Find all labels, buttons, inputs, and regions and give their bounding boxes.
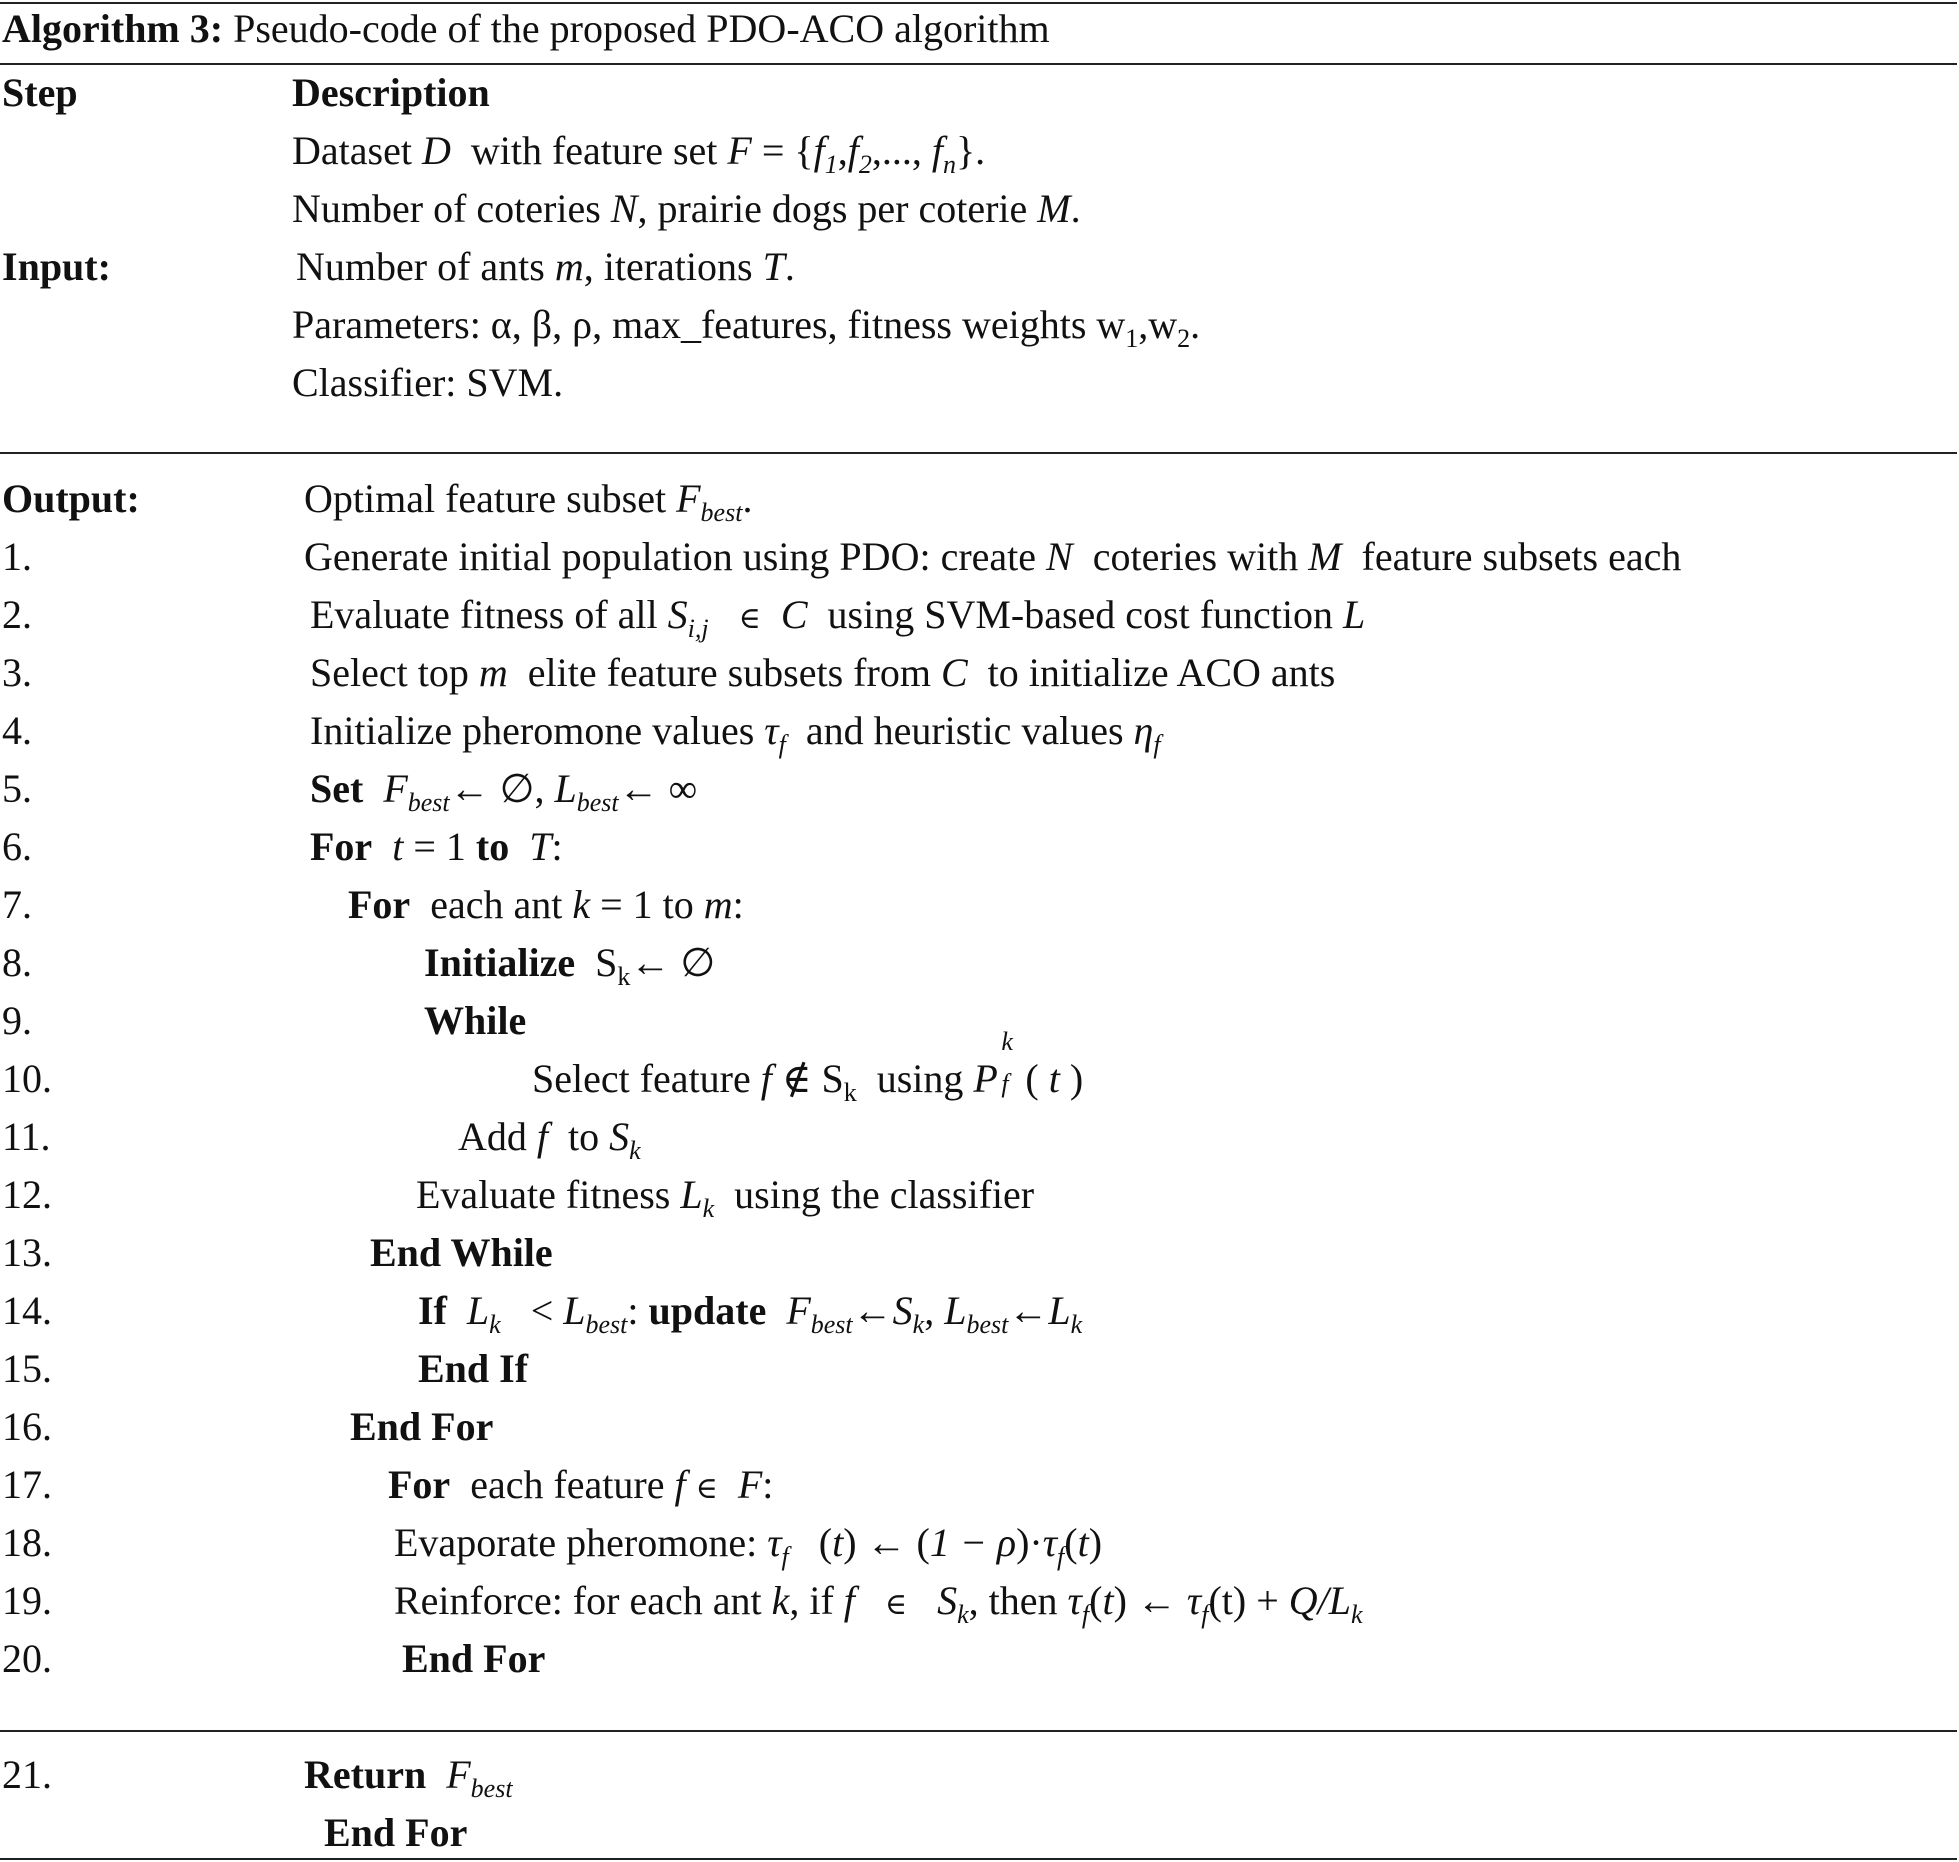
step-number: 14. (2, 1288, 52, 1333)
step-var: L (466, 1288, 490, 1333)
step-text: = 1 (413, 824, 466, 869)
input-label: Input: (2, 244, 111, 289)
step-text: S (595, 940, 618, 985)
step-row-19 (0, 1572, 1959, 1630)
step-var: τ (1067, 1578, 1082, 1623)
step-text: Evaporate pheromone: (394, 1520, 758, 1565)
step-sub: f (1081, 1600, 1090, 1629)
step-text: to (568, 1114, 600, 1159)
step-var: m (703, 882, 733, 927)
step-var: t (1048, 1056, 1060, 1101)
step-sub: f (1057, 1542, 1065, 1571)
step-text: = 1 to (600, 882, 694, 927)
input-dataset-line (0, 122, 1959, 180)
step-var: t (832, 1520, 844, 1565)
step-var: t (1102, 1578, 1114, 1623)
step-symbol: ∈ (695, 1472, 718, 1505)
step-row-17 (0, 1456, 1959, 1514)
step-number: 2. (2, 592, 32, 637)
step-keyword: End For (324, 1810, 468, 1855)
step-text: : (732, 882, 744, 927)
step-sub: f (1201, 1600, 1209, 1629)
algorithm-label: Algorithm 3: (2, 6, 224, 51)
input-var: N (610, 186, 638, 231)
input-text: Number of coteries (292, 186, 601, 231)
step-keyword: End For (350, 1404, 494, 1449)
step-number: 13. (2, 1230, 52, 1275)
step-keyword: End For (402, 1636, 546, 1681)
step-text: using (876, 1056, 964, 1101)
input-sub: n (942, 150, 956, 179)
step-row-20 (0, 1630, 1959, 1688)
step-number: 16. (2, 1404, 52, 1449)
column-header-row (0, 64, 1959, 122)
output-text: . (742, 476, 753, 521)
step-number: 20. (2, 1636, 52, 1681)
step-var: Q/L (1288, 1578, 1352, 1623)
step-symbol: ∈ (884, 1588, 908, 1621)
step-text: ) (843, 1520, 857, 1565)
input-sub: 1 (824, 150, 838, 179)
step-sub: best (576, 788, 619, 817)
step-var: L (554, 766, 577, 811)
step-var: L (680, 1172, 703, 1217)
step-text: ← (866, 1520, 907, 1565)
input-text: }. (955, 128, 986, 173)
output-sub: best (700, 498, 743, 527)
step-sub: k (912, 1310, 925, 1339)
step-keyword: While (424, 998, 527, 1043)
step-keyword: For (348, 882, 411, 927)
input-text: . (1070, 186, 1081, 231)
input-text: , (837, 128, 848, 173)
step-text: : (627, 1288, 639, 1333)
input-text: . (784, 244, 795, 289)
step-text: Initialize pheromone values (310, 708, 755, 753)
step-text: using the classifier (734, 1172, 1035, 1217)
step-text: , then (968, 1578, 1058, 1623)
step-sub: k (617, 962, 631, 991)
step-var: f (674, 1462, 686, 1507)
input-text: Parameters: α, β, ρ, max_features, fitness weights w (292, 302, 1126, 347)
step-text: ( (1064, 1520, 1078, 1565)
step-text: ) (1232, 1578, 1247, 1623)
step-number: 10. (2, 1056, 52, 1101)
step-number: 11. (2, 1114, 51, 1159)
input-text: = { (761, 128, 814, 173)
step-text: · (1029, 1520, 1043, 1565)
input-rule (0, 452, 1957, 454)
step-row-13 (0, 1224, 1959, 1282)
step-sub: best (966, 1310, 1009, 1339)
step-text: ( (916, 1520, 930, 1565)
probability-symbol (973, 1027, 1025, 1108)
step-sub: k (1070, 1310, 1083, 1339)
step-text: and heuristic values (805, 708, 1124, 753)
step-text: < (530, 1288, 554, 1333)
step-sub: f (778, 730, 786, 759)
step-sub: k (957, 1600, 969, 1629)
step-text: to initialize ACO ants (987, 650, 1336, 695)
step-row-9 (0, 992, 1959, 1050)
step-number: 18. (2, 1520, 52, 1565)
step-text: ← (1136, 1578, 1177, 1623)
step-keyword: For (310, 824, 373, 869)
step-text: Reinforce: for each ant (394, 1578, 762, 1623)
step-var: T (529, 824, 552, 869)
input-classifier-line (0, 354, 1959, 412)
step-number: 6. (2, 824, 32, 869)
step-var: τ (1042, 1520, 1058, 1565)
step-var: L (1343, 592, 1366, 637)
step-sub: k (843, 1078, 857, 1107)
step-text: : (762, 1462, 774, 1507)
step-row-8 (0, 934, 1959, 992)
step-var: C (940, 650, 968, 695)
step-row-15 (0, 1340, 1959, 1398)
step-keyword: Return (304, 1752, 427, 1797)
step-var: F (446, 1752, 471, 1797)
step-number: 9. (2, 998, 32, 1043)
input-text: Dataset (292, 128, 412, 173)
step-text: ← (852, 1288, 893, 1333)
input-text: ,w (1138, 302, 1178, 347)
step-text: ← ∅, (449, 766, 545, 811)
step-keyword: Set (310, 766, 364, 811)
step-text: Evaluate fitness (416, 1172, 671, 1217)
step-row-12 (0, 1166, 1959, 1224)
input-coteries-line (0, 180, 1959, 238)
input-text: Number of ants (296, 244, 545, 289)
step-var: N (1046, 534, 1073, 579)
step-var: S (667, 592, 688, 637)
input-var: f (813, 128, 825, 173)
step-sub: k (1351, 1600, 1363, 1629)
step-sub: k (629, 1136, 641, 1165)
step-text: Select top (310, 650, 469, 695)
step-text: ← (1008, 1288, 1049, 1333)
step-sub: best (407, 788, 450, 817)
input-var: m (554, 244, 584, 289)
step-text: ) (1088, 1520, 1103, 1565)
step-text: ) (1069, 1056, 1084, 1101)
step-number: 4. (2, 708, 32, 753)
step-row-18 (0, 1514, 1959, 1572)
step-text: t (1221, 1578, 1233, 1623)
step-keyword: update (648, 1288, 767, 1333)
step-text: each feature (470, 1462, 665, 1507)
step-text: using SVM-based cost function (827, 592, 1334, 637)
input-text: Classifier: SVM. (292, 360, 564, 405)
algorithm-title (2, 0, 1050, 58)
step-var: m (478, 650, 508, 695)
input-var: f (931, 128, 943, 173)
step-symbol: ∈ (738, 602, 761, 635)
step-var: τ (1186, 1578, 1202, 1623)
step-row-6 (0, 818, 1959, 876)
step-sup: k (1001, 1027, 1013, 1056)
step-text: , if (789, 1578, 834, 1623)
step-row-14 (0, 1282, 1959, 1340)
input-text: , prairie dogs per coterie (637, 186, 1028, 231)
input-text: with feature set (470, 128, 718, 173)
step-sub: f (1001, 1069, 1009, 1098)
input-var: f (847, 128, 859, 173)
step-var: S (609, 1114, 630, 1159)
step-text: ) (1113, 1578, 1127, 1623)
step-text: ( (1208, 1578, 1222, 1623)
step-row-4 (0, 702, 1959, 760)
step-number: 19. (2, 1578, 52, 1623)
step-row-10 (0, 1027, 1959, 1108)
step-var: L (1048, 1288, 1071, 1333)
step-number: 1. (2, 534, 32, 579)
step-row-7 (0, 876, 1959, 934)
step-text: each ant (430, 882, 563, 927)
step-number: 15. (2, 1346, 52, 1391)
step-sub: best (585, 1310, 628, 1339)
step-var: f (536, 1114, 549, 1159)
input-ants-line (0, 238, 1959, 296)
step-sub: f (781, 1542, 789, 1571)
step-var: 1 − ρ (929, 1520, 1017, 1565)
step-sub: best (810, 1310, 853, 1339)
step-text: Evaluate fitness of all (310, 592, 658, 637)
step-column-header: Step (2, 70, 78, 115)
step-number: 17. (2, 1462, 52, 1507)
step-var: τ (764, 708, 779, 753)
input-text: . (1190, 302, 1201, 347)
output-var: F (676, 476, 701, 521)
input-sub: 2 (858, 150, 872, 179)
step-var: k (572, 882, 591, 927)
output-text: Optimal feature subset (304, 476, 667, 521)
step-var: S (937, 1578, 958, 1623)
step-text: ) (1016, 1520, 1030, 1565)
step-keyword: to (475, 824, 510, 869)
step-var: t (392, 824, 404, 869)
step-number: 3. (2, 650, 32, 695)
step-var: t (1077, 1520, 1089, 1565)
algorithm-caption: Pseudo-code of the proposed PDO-ACO algorithm (233, 6, 1050, 51)
step-row-16 (0, 1398, 1959, 1456)
step-var: M (1308, 534, 1342, 579)
step-text: coteries with (1092, 534, 1299, 579)
step-text: ∉ S (781, 1056, 844, 1101)
step-text: ( (1089, 1578, 1103, 1623)
input-var: M (1037, 186, 1071, 231)
step-var: C (780, 592, 808, 637)
input-var: D (421, 128, 451, 173)
step-var: L (944, 1288, 967, 1333)
step-text: ( (1025, 1056, 1039, 1101)
step-var: L (563, 1288, 586, 1333)
step-text: feature subsets each (1361, 534, 1682, 579)
step-row-21 (0, 1746, 1959, 1804)
description-column-header: Description (292, 70, 490, 115)
input-text: ,..., (871, 128, 932, 173)
step-var: P (973, 1056, 998, 1101)
step-text: Add (458, 1114, 527, 1159)
step-var: F (383, 766, 408, 811)
step-var: k (771, 1578, 790, 1623)
step-keyword: If (418, 1288, 447, 1333)
input-var: T (762, 244, 785, 289)
input-text: , iterations (583, 244, 753, 289)
input-var: F (727, 128, 752, 173)
step-keyword: End While (370, 1230, 553, 1275)
input-sub: 1 (1125, 324, 1139, 353)
step-sub: k (702, 1194, 715, 1223)
step-text: Select feature (532, 1056, 751, 1101)
step-keyword: For (388, 1462, 451, 1507)
input-sub: 2 (1177, 324, 1191, 353)
step-var: S (892, 1288, 913, 1333)
step-text: ← ∞ (618, 766, 698, 811)
step-var: F (786, 1288, 811, 1333)
step-text: + (1256, 1578, 1279, 1623)
step-var: τ (767, 1520, 782, 1565)
step-text: elite feature subsets from (527, 650, 931, 695)
input-params-line (0, 296, 1959, 354)
step-text: ← ∅ (630, 940, 716, 985)
step-keyword: End If (418, 1346, 529, 1391)
step-row-5 (0, 760, 1959, 818)
step-number: 5. (2, 766, 32, 811)
output-label: Output: (2, 476, 140, 521)
step-var: F (737, 1462, 763, 1507)
step-number: 21. (2, 1752, 52, 1797)
step-var: η (1133, 708, 1154, 753)
step-text: , (924, 1288, 935, 1333)
step-var: f (843, 1578, 855, 1623)
steps-rule (0, 1730, 1957, 1732)
step-row-11 (0, 1108, 1959, 1166)
step-text: Generate initial population using PDO: create (304, 534, 1037, 579)
step-number: 12. (2, 1172, 52, 1217)
step-sub: i,j (687, 614, 709, 643)
step-row-1 (0, 528, 1959, 586)
step-text: ( (818, 1520, 833, 1565)
final-row (0, 1804, 1959, 1862)
bottom-rule (0, 1858, 1957, 1860)
step-row-2 (0, 586, 1959, 644)
step-sub: k (489, 1310, 501, 1339)
output-line (0, 470, 1959, 528)
step-text: : (551, 824, 563, 869)
step-number: 7. (2, 882, 32, 927)
step-sub: f (1153, 730, 1161, 759)
step-number: 8. (2, 940, 32, 985)
step-keyword: Initialize (424, 940, 576, 985)
step-var: f (760, 1056, 772, 1101)
step-sub: best (470, 1774, 513, 1803)
step-row-3 (0, 644, 1959, 702)
